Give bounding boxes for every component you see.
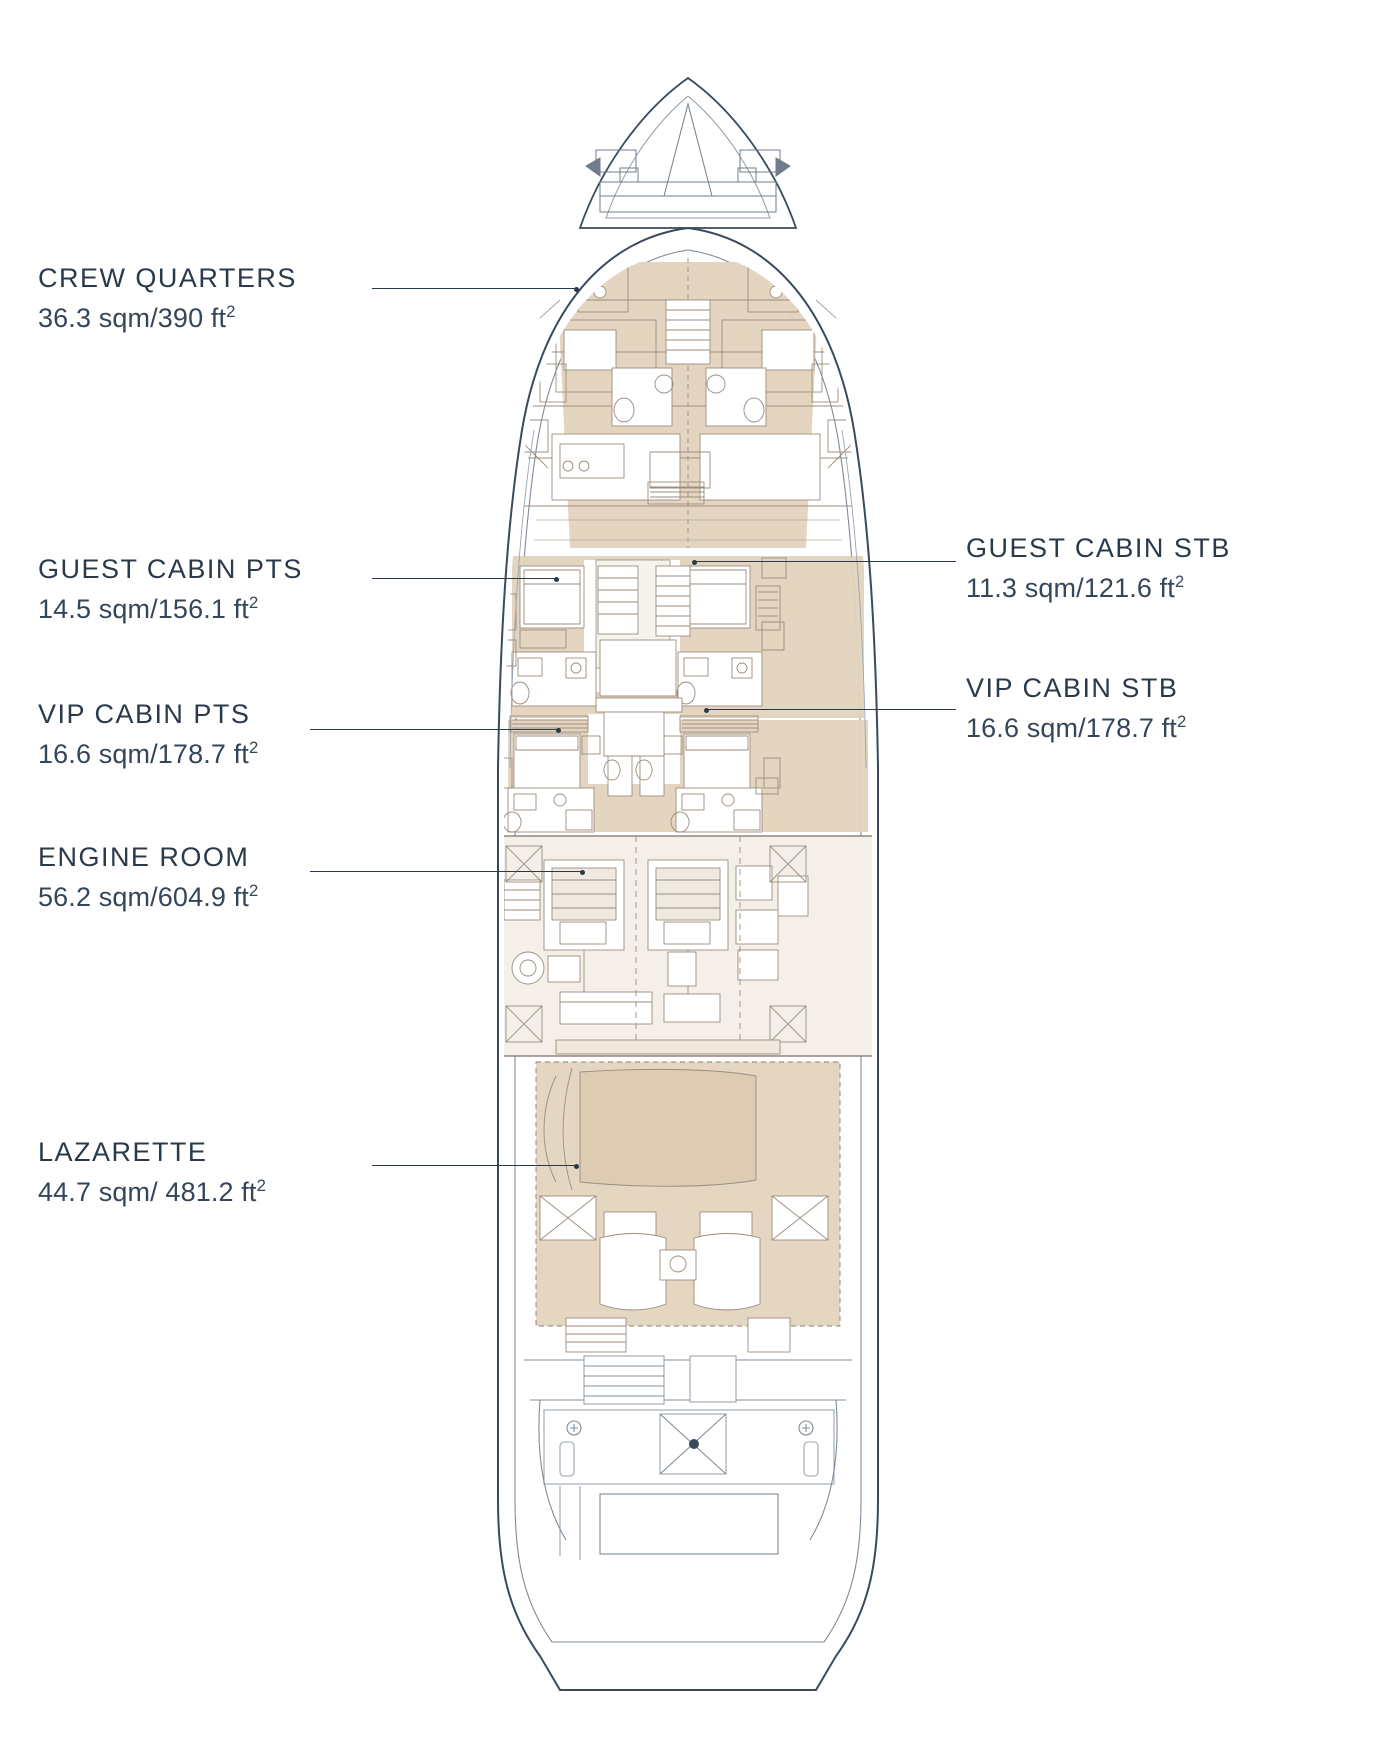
label-vip-cabin-pts-title: VIP CABIN PTS (38, 699, 251, 729)
label-guest-cabin-pts (38, 553, 303, 626)
guest-cabins-zone (496, 556, 864, 718)
label-engine-room (38, 841, 258, 914)
leader-engine-room (310, 871, 582, 872)
leader-vip-cabin-stb (706, 709, 956, 710)
label-vip-cabin-stb (966, 672, 1186, 745)
label-guest-cabin-stb-area: 11.3 sqm/121.6 $ft^2$ (966, 571, 1185, 603)
leader-guest-cabin-stb (694, 561, 956, 562)
label-guest-cabin-stb-title: GUEST CABIN STB (966, 533, 1231, 563)
label-vip-cabin-stb-title: VIP CABIN STB (966, 673, 1179, 703)
label-engine-room-area: 56.2 sqm/604.9 $ft^2$ (38, 880, 259, 912)
leader-crew-quarters (372, 288, 576, 289)
lazarette-zone (536, 1062, 840, 1352)
label-crew-quarters-title: CREW QUARTERS (38, 263, 297, 293)
label-lazarette (38, 1136, 266, 1209)
leader-vip-cabin-pts (310, 729, 558, 730)
vip-cabins-zone (496, 712, 868, 832)
label-vip-cabin-pts (38, 698, 258, 771)
label-vip-cabin-pts-area: 16.6 sqm/178.7 $ft^2$ (38, 737, 259, 769)
leader-lazarette (372, 1165, 576, 1166)
label-engine-room-title: ENGINE ROOM (38, 842, 250, 872)
label-guest-cabin-pts-area: 14.5 sqm/156.1 $ft^2$ (38, 592, 259, 624)
label-lazarette-title: LAZARETTE (38, 1137, 208, 1167)
label-guest-cabin-pts-title: GUEST CABIN PTS (38, 554, 303, 584)
label-crew-quarters (38, 262, 297, 335)
label-guest-cabin-stb (966, 532, 1231, 605)
label-lazarette-area: 44.7 sqm/ 481.2 $ft^2$ (38, 1175, 267, 1207)
label-vip-cabin-stb-area: 16.6 sqm/178.7 $ft^2$ (966, 711, 1187, 743)
engine-room-zone (500, 836, 876, 1056)
label-crew-quarters-area: 36.3 sqm/390 $ft^2$ (38, 301, 236, 333)
leader-guest-cabin-pts (372, 578, 556, 579)
